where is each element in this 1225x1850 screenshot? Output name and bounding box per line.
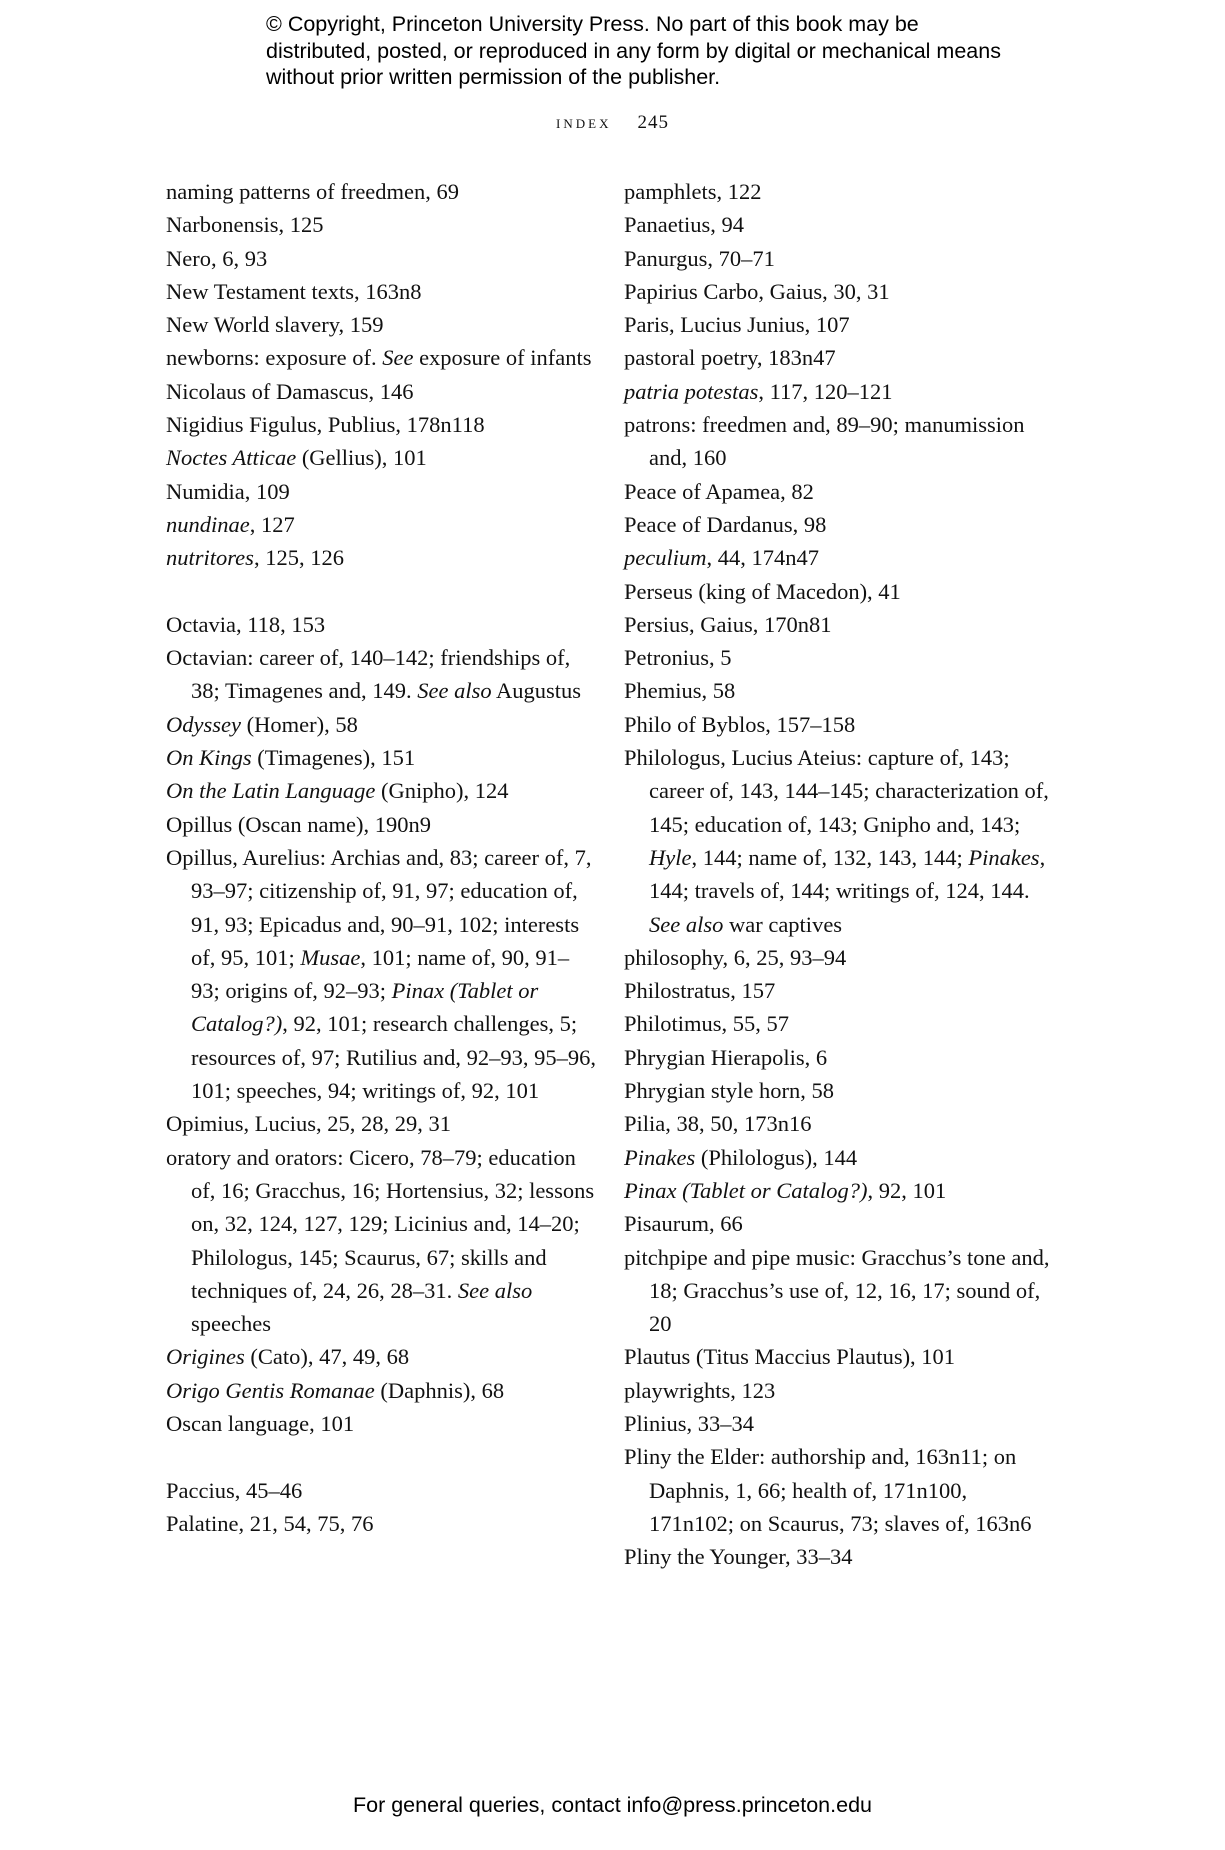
index-entry: pitchpipe and pipe music: Gracchus’s tone and, 18; Gracchus’s use of, 12, 16, 17; sound of, 20: [624, 1244, 1050, 1337]
index-entry: Plinius, 33–34: [624, 1410, 755, 1436]
index-entry: Oscan language, 101: [166, 1410, 355, 1436]
index-entry: Papirius Carbo, Gaius, 30, 31: [624, 278, 890, 304]
index-entry: Octavia, 118, 153: [166, 611, 326, 637]
index-entry: Peace of Dardanus, 98: [624, 511, 827, 537]
index-entry: Pliny the Younger, 33–34: [624, 1544, 853, 1570]
index-entry: Panaetius, 94: [624, 212, 744, 238]
index-entry: Petronius, 5: [624, 645, 732, 671]
index-entry: Perseus (king of Macedon), 41: [624, 578, 901, 604]
index-entry: Paccius, 45–46: [166, 1477, 303, 1503]
index-entry: newborns: exposure of. See exposure of infants: [166, 345, 592, 371]
index-entry: Pilia, 38, 50, 173n16: [624, 1111, 812, 1137]
contact-footer: For general queries, contact info@press.princeton.edu: [352, 1793, 872, 1817]
index-entry: Peace of Apamea, 82: [624, 478, 814, 504]
letter-group-gap: [166, 575, 596, 608]
index-entry: pamphlets, 122: [624, 179, 762, 204]
index-entry: Origo Gentis Romanae (Daphnis), 68: [166, 1377, 505, 1403]
page-number: 245: [637, 112, 669, 133]
index-entry: patria potestas, 117, 120–121: [624, 378, 893, 404]
copyright-notice: © Copyright, Princeton University Press. No part of this book may be distributed, posted, or reproduced in any form by digital or mechanical means without prior written permission of the publisher.: [266, 12, 1001, 89]
index-entry: Nigidius Figulus, Publius, 178n118: [166, 412, 485, 438]
letter-group-gap: [166, 1440, 596, 1473]
index-entry: Persius, Gaius, 170n81: [624, 611, 832, 637]
index-entry: Philo of Byblos, 157–158: [624, 711, 856, 737]
index-entry: New Testament texts, 163n8: [166, 278, 422, 304]
index-entry: Pliny the Elder: authorship and, 163n11; on Daphnis, 1, 66; health of, 171n100, 171n102; on Scaurus, 73; slaves of, 163n6: [624, 1444, 1032, 1536]
running-header: [0, 112, 1225, 134]
index-entry: Pinax (Tablet or Catalog?), 92, 101: [624, 1177, 947, 1203]
index-entry: Nicolaus of Damascus, 146: [166, 378, 414, 404]
index-entry: oratory and orators: Cicero, 78–79; education of, 16; Gracchus, 16; Hortensius, 32; lessons on, 32, 124, 127, 129; Licinius and, 14–20; Philologus, 145; Scaurus, 67; skills and techniques of, 24, 26, 28–31. See also speeches: [166, 1144, 595, 1337]
index-entry: Plautus (Titus Maccius Plautus), 101: [624, 1344, 956, 1370]
index-entry: Numidia, 109: [166, 478, 290, 504]
index-entry: Phrygian Hierapolis, 6: [624, 1044, 828, 1070]
index-entry: Pinakes (Philologus), 144: [624, 1144, 858, 1170]
index-entry: playwrights, 123: [624, 1377, 776, 1403]
index-entry: Philologus, Lucius Ateius: capture of, 143; career of, 143, 144–145; characterization of, 145; education of, 143; Gnipho and, 143; Hyle, 144; name of, 132, 143, 144; Pinakes, 144; travels of, 144; writings of, 124, 144. See also war captives: [624, 745, 1049, 937]
index-entry: Phrygian style horn, 58: [624, 1078, 834, 1104]
index-entry: Phemius, 58: [624, 678, 736, 704]
index-entry: Opillus (Oscan name), 190n9: [166, 811, 431, 837]
index-entry: New World slavery, 159: [166, 312, 384, 338]
index-entry: Palatine, 21, 54, 75, 76: [166, 1510, 374, 1536]
index-entry: Odyssey (Homer), 58: [166, 711, 358, 737]
index-entry: Noctes Atticae (Gellius), 101: [166, 445, 427, 471]
index-column-right: [624, 175, 1054, 1573]
index-entry: Philotimus, 55, 57: [624, 1011, 790, 1037]
index-entry: Philostratus, 157: [624, 978, 776, 1004]
index-entry: Panurgus, 70–71: [624, 245, 775, 271]
index-entry: philosophy, 6, 25, 93–94: [624, 944, 847, 970]
index-column-left: [166, 175, 596, 1540]
index-entry: Octavian: career of, 140–142; friendships of, 38; Timagenes and, 149. See also Augustus: [166, 645, 582, 704]
index-entry: nutritores, 125, 126: [166, 545, 344, 571]
index-entry: Opimius, Lucius, 25, 28, 29, 31: [166, 1111, 451, 1137]
index-entry: naming patterns of freedmen, 69: [166, 179, 460, 204]
index-entry: Narbonensis, 125: [166, 212, 324, 238]
index-entry: On the Latin Language (Gnipho), 124: [166, 778, 509, 804]
index-entry: On Kings (Timagenes), 151: [166, 745, 416, 771]
index-entry: Paris, Lucius Junius, 107: [624, 312, 850, 338]
index-entry: Opillus, Aurelius: Archias and, 83; career of, 7, 93–97; citizenship of, 91, 97; education of, 91, 93; Epicadus and, 90–91, 102; interests of, 95, 101; Musae, 101; name of, 90, 91–93; origins of, 92–93; Pinax (Tablet or Catalog?), 92, 101; research challenges, 5; resources of, 97; Rutilius and, 92–93, 95–96, 101; speeches, 94; writings of, 92, 101: [166, 844, 596, 1104]
index-entry: nundinae, 127: [166, 511, 295, 537]
index-entry: Nero, 6, 93: [166, 245, 268, 271]
index-entry: peculium, 44, 174n47: [624, 545, 819, 571]
index-entry: Pisaurum, 66: [624, 1211, 743, 1237]
section-title: index: [556, 112, 612, 133]
index-entry: patrons: freedmen and, 89–90; manumission and, 160: [624, 412, 1025, 471]
index-entry: pastoral poetry, 183n47: [624, 345, 836, 371]
index-entry: Origines (Cato), 47, 49, 68: [166, 1344, 410, 1370]
